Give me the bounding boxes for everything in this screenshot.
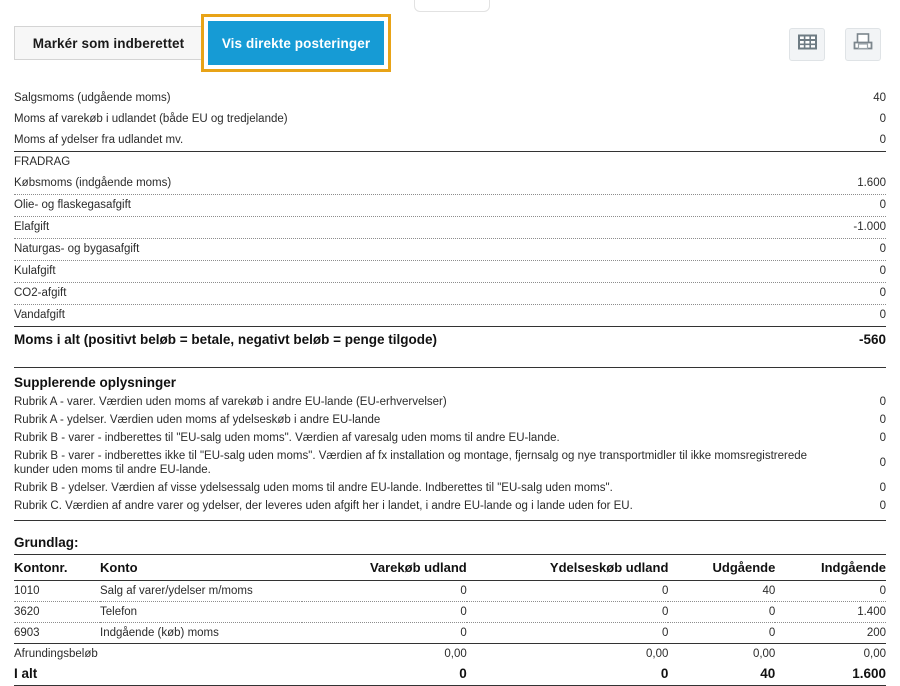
vat-row [14, 88, 886, 109]
export-to-table-button[interactable] [789, 28, 825, 61]
rounding-label: Afrundingsbeløb [14, 644, 302, 665]
vat-row-value: 0 [879, 243, 886, 255]
rounding-ydelseskob: 0,00 [467, 644, 669, 665]
column-header-udgaende: Udgående [668, 555, 775, 581]
print-button[interactable] [845, 28, 881, 61]
vat-row-label: CO2-afgift [14, 287, 67, 299]
vat-row-label: Elafgift [14, 221, 50, 233]
supplementary-row-label: Rubrik B - ydelser. Værdien af visse ydelsessalg uden moms til andre EU-lande. Indberettes til "EU-salg uden moms". [14, 482, 613, 494]
vat-row-label: Moms af varekøb i udlandet (både EU og tredjelande) [14, 113, 288, 125]
vat-row-label: Moms af ydelser fra udlandet mv. [14, 134, 184, 146]
cell-konto: Salg af varer/ydelser m/moms [100, 585, 253, 597]
vat-rows [14, 88, 886, 326]
mark-as-reported-label: Markér som indberettet [32, 35, 185, 51]
cell-varekob-udland: 0 [460, 585, 467, 597]
supplementary-row [14, 411, 886, 429]
vat-total-label: Moms i alt (positivt beløb = betale, negativt beløb = penge tilgode) [14, 332, 438, 347]
show-direct-postings-button[interactable] [208, 21, 384, 65]
vat-row [14, 238, 886, 260]
supplementary-row [14, 393, 886, 411]
total-varekob: 0 [459, 666, 467, 681]
rounding-udgaende: 0,00 [668, 644, 775, 665]
vat-row-label: Købsmoms (indgående moms) [14, 177, 172, 189]
supplementary-row-label: Rubrik A - ydelser. Værdien uden moms af ydelseskøb i andre EU-lande [14, 414, 381, 426]
vat-total-value: -560 [858, 332, 886, 347]
supplementary-row-value: 0 [879, 457, 886, 469]
supplementary-row-label: Rubrik A - varer. Værdien uden moms af varekøb i andre EU-lande (EU-erhvervelser) [14, 396, 447, 408]
cell-kontonr: 3620 [14, 602, 100, 623]
supplementary-row-label: Rubrik C. Værdien af andre varer og ydelser, der leveres uden afgift her i landet, i andre EU-lande og i lande uden for EU. [14, 500, 633, 512]
supplementary-row-value: 0 [879, 396, 886, 408]
vat-row-value: 0 [879, 199, 886, 211]
rounding-indgaende: 0,00 [775, 644, 886, 665]
supplementary-row-label: Rubrik B - varer - indberettes ikke til "EU-salg uden moms". Værdien af fx installation og montage, fjernsalg og nye transportmidler til ikke momsregistrerede kunder uden moms til andre EU-lande. [14, 450, 808, 476]
vat-row-value: -1.000 [853, 221, 886, 233]
supplementary-row-value: 0 [879, 482, 886, 494]
cell-ydelseskob-udland: 0 [467, 623, 669, 644]
vat-total-row [14, 326, 886, 353]
show-direct-postings-label: Vis direkte posteringer [221, 35, 371, 51]
vat-row [14, 304, 886, 326]
vat-row [14, 260, 886, 282]
total-indgaende: 1.600 [852, 666, 886, 681]
supplementary-row [14, 447, 886, 479]
mark-as-reported-button[interactable] [14, 26, 203, 60]
rounding-row [14, 644, 886, 665]
vat-row [14, 109, 886, 130]
supplementary-row [14, 497, 886, 515]
vat-row-label: Vandafgift [14, 309, 65, 321]
cell-varekob-udland: 0 [302, 602, 467, 623]
supplementary-row-label: Rubrik B - varer - indberettes til "EU-salg uden moms". Værdien af varesalg uden moms til andre EU-lande. [14, 432, 560, 444]
table-row [14, 581, 886, 602]
total-ydelseskob: 0 [660, 666, 669, 681]
total-udgaende: 40 [760, 666, 776, 681]
vat-row-value: 1.600 [857, 177, 886, 189]
supplementary-title: Supplerende oplysninger [14, 375, 177, 390]
vat-row-value: 0 [879, 265, 886, 277]
vat-row [14, 216, 886, 238]
vat-row-label: Kulafgift [14, 265, 56, 277]
cell-udgaende: 40 [762, 585, 776, 597]
grundlag-header-row [14, 555, 886, 581]
vat-row-value: 40 [873, 92, 886, 104]
toolbar [0, 0, 900, 82]
vat-row [14, 282, 886, 304]
vat-report-sheet [14, 88, 886, 686]
column-header-varekob-udland: Varekøb udland [302, 555, 467, 581]
cell-indgaende: 1.400 [775, 602, 886, 623]
total-row [14, 664, 886, 685]
cell-ydelseskob-udland: 0 [661, 585, 669, 597]
column-header-kontonr: Kontonr. [14, 555, 100, 581]
cell-varekob-udland: 0 [302, 623, 467, 644]
grundlag-table [14, 554, 886, 685]
column-header-konto: Konto [100, 555, 302, 581]
column-header-indgaende: Indgående [775, 555, 886, 581]
cell-udgaende: 0 [668, 623, 775, 644]
supplementary-row-value: 0 [879, 500, 886, 512]
table-grid-icon [798, 34, 817, 55]
vat-row [14, 151, 886, 173]
grundlag-title: Grundlag: [14, 535, 79, 550]
vat-row-label: Naturgas- og bygasafgift [14, 243, 140, 255]
cell-konto: Indgående (køb) moms [100, 623, 302, 644]
supplementary-rows [14, 393, 886, 515]
supplementary-row-value: 0 [879, 414, 886, 426]
supplementary-row-value: 0 [879, 432, 886, 444]
vat-row-value: 0 [879, 134, 886, 146]
cell-kontonr: 1010 [14, 585, 40, 597]
vat-row-label: FRADRAG [14, 156, 71, 168]
show-direct-postings-focus-ring [201, 14, 391, 72]
vat-row-label: Salgsmoms (udgående moms) [14, 92, 171, 104]
vat-row [14, 194, 886, 216]
vat-row-value: 0 [879, 113, 886, 125]
rounding-varekob: 0,00 [302, 644, 467, 665]
column-header-ydelseskob-udland: Ydelseskøb udland [467, 555, 669, 581]
cell-konto: Telefon [100, 602, 302, 623]
table-row [14, 623, 886, 644]
total-label: I alt [14, 666, 38, 681]
cell-udgaende: 0 [668, 602, 775, 623]
cell-indgaende: 0 [879, 585, 886, 597]
vat-row-label: Olie- og flaskegasafgift [14, 199, 131, 211]
supplementary-row [14, 479, 886, 497]
cell-indgaende: 200 [775, 623, 886, 644]
vat-row [14, 173, 886, 194]
vat-row [14, 130, 886, 151]
table-row [14, 602, 886, 623]
vat-row-value: 0 [879, 287, 886, 299]
vat-row-value: 0 [879, 309, 886, 321]
cell-kontonr: 6903 [14, 623, 100, 644]
printer-icon [853, 33, 873, 56]
cell-ydelseskob-udland: 0 [467, 602, 669, 623]
supplementary-row [14, 429, 886, 447]
